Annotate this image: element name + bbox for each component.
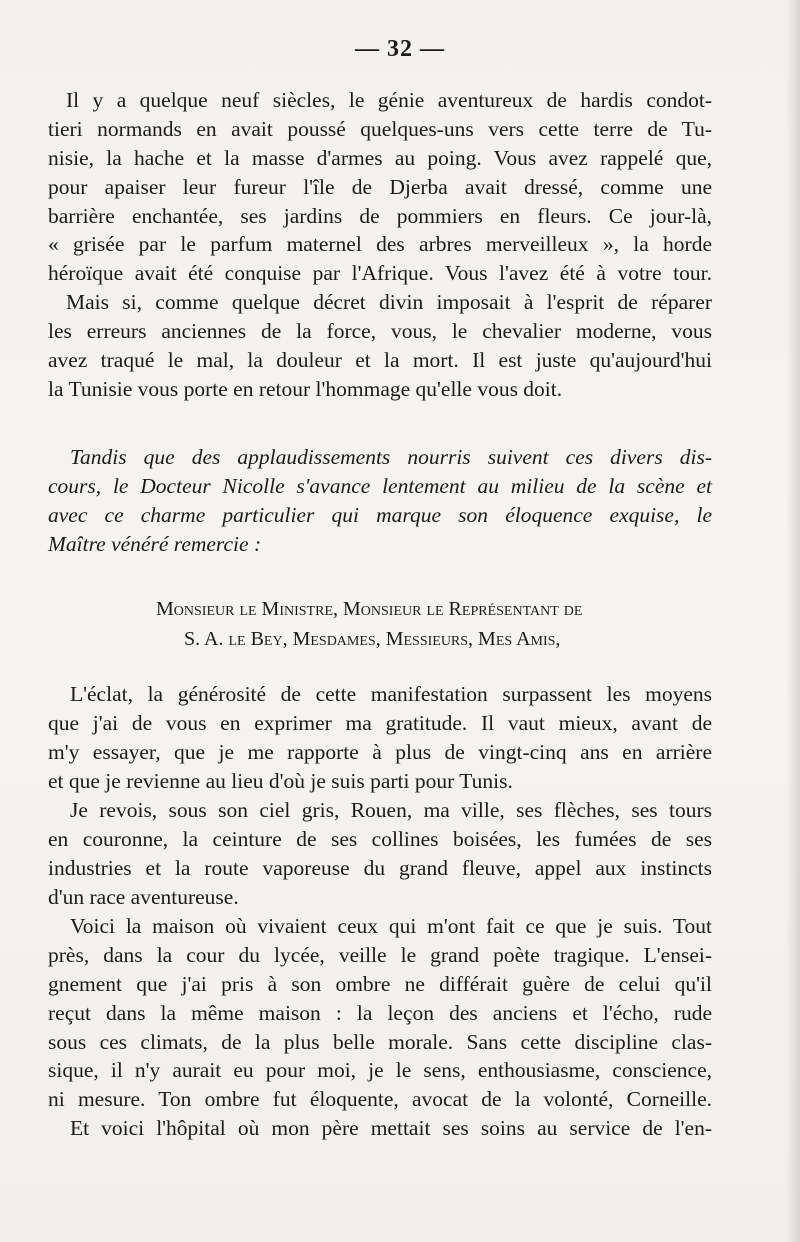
text-line: les erreurs anciennes de la force, vous, le chevalier moderne, vous [48, 318, 712, 343]
paragraph-hospital [48, 1114, 712, 1143]
text-line: que j'ai de vous en exprimer ma gratitude. Il vaut mieux, avant de [48, 710, 712, 735]
text-line: « grisée par le parfum maternel des arbres merveilleux », la horde [48, 232, 712, 257]
text-line: la Tunisie vous porte en retour l'hommage qu'elle vous doit. [48, 376, 563, 401]
text-line: Voici la maison où vivaient ceux qui m'ont fait ce que je suis. Tout [70, 914, 712, 938]
text-line: près, dans la cour du lycée, veille le grand poète tragique. L'ensei- [48, 942, 712, 967]
text-line: avez traqué le mal, la douleur et la mort. Il est juste qu'aujourd'hui [48, 347, 712, 372]
text-line: sous ces climats, de la plus belle morale. Sans cette discipline clas- [48, 1029, 712, 1054]
text-line: Tandis que des applaudissements nourris suivent ces divers dis- [70, 445, 712, 469]
text-line: héroïque avait été conquise par l'Afrique. Vous l'avez été à votre tour. [48, 261, 712, 286]
salutation-line: Monsieur le Ministre, Monsieur le Représentant de [156, 598, 583, 620]
text-line: gnement que j'ai pris à son ombre ne différait guère de celui qu'il [48, 971, 712, 996]
text-line: barrière enchantée, ses jardins de pommiers en fleurs. Ce jour-là, [48, 203, 712, 228]
page-edge-shadow [786, 0, 800, 1242]
page-number: — 32 — [355, 36, 445, 62]
paragraph-gratitude [48, 680, 712, 796]
paragraph-rouen [48, 796, 712, 912]
paragraph-normans [48, 86, 712, 288]
text-line: industries et la route vaporeuse du grand fleuve, appel aux instincts [48, 855, 712, 880]
text-line: en couronne, la ceinture de ses collines boisées, les fumées de ses [48, 826, 712, 851]
text-line: Il y a quelque neuf siècles, le génie aventureux de hardis condot- [66, 88, 712, 112]
text-line: reçut dans la même maison : la leçon des anciens et l'écho, rude [48, 1000, 712, 1025]
text-line: L'éclat, la générosité de cette manifestation surpassent les moyens [70, 682, 712, 706]
text-line: Mais si, comme quelque décret divin imposait à l'esprit de réparer [66, 290, 712, 314]
salutation-line: S. A. le Bey, Mesdames, Messieurs, Mes Amis, [184, 628, 561, 650]
text-line: nisie, la hache et la masse d'armes au poing. Vous avez rappelé que, [48, 145, 712, 170]
stage-direction [48, 443, 712, 559]
text-line: Maître vénéré remercie : [48, 531, 262, 556]
paragraph-tribute [48, 288, 712, 404]
text-line: d'un race aventureuse. [48, 884, 239, 909]
text-line: tieri normands en avait poussé quelques-uns vers cette terre de Tu- [48, 116, 712, 141]
salutation [48, 594, 712, 654]
text-line: Et voici l'hôpital où mon père mettait ses soins au service de l'en- [70, 1116, 712, 1140]
text-line: Je revois, sous son ciel gris, Rouen, ma ville, ses flèches, ses tours [70, 798, 712, 822]
text-line: m'y essayer, que je me rapporte à plus de vingt-cinq ans en arrière [48, 739, 712, 764]
text-line: cours, le Docteur Nicolle s'avance lentement au milieu de la scène et [48, 473, 712, 498]
text-line: avec ce charme particulier qui marque son éloquence exquise, le [48, 502, 712, 527]
paragraph-corneille [48, 912, 712, 1114]
text-line: et que je revienne au lieu d'où je suis parti pour Tunis. [48, 768, 513, 793]
text-line: sique, il n'y aurait eu pour moi, je le sens, enthousiasme, conscience, [48, 1058, 712, 1083]
text-line: ni mesure. Ton ombre fut éloquente, avocat de la volonté, Corneille. [48, 1087, 712, 1112]
text-line: pour apaiser leur fureur l'île de Djerba avait dressé, comme une [48, 174, 712, 199]
